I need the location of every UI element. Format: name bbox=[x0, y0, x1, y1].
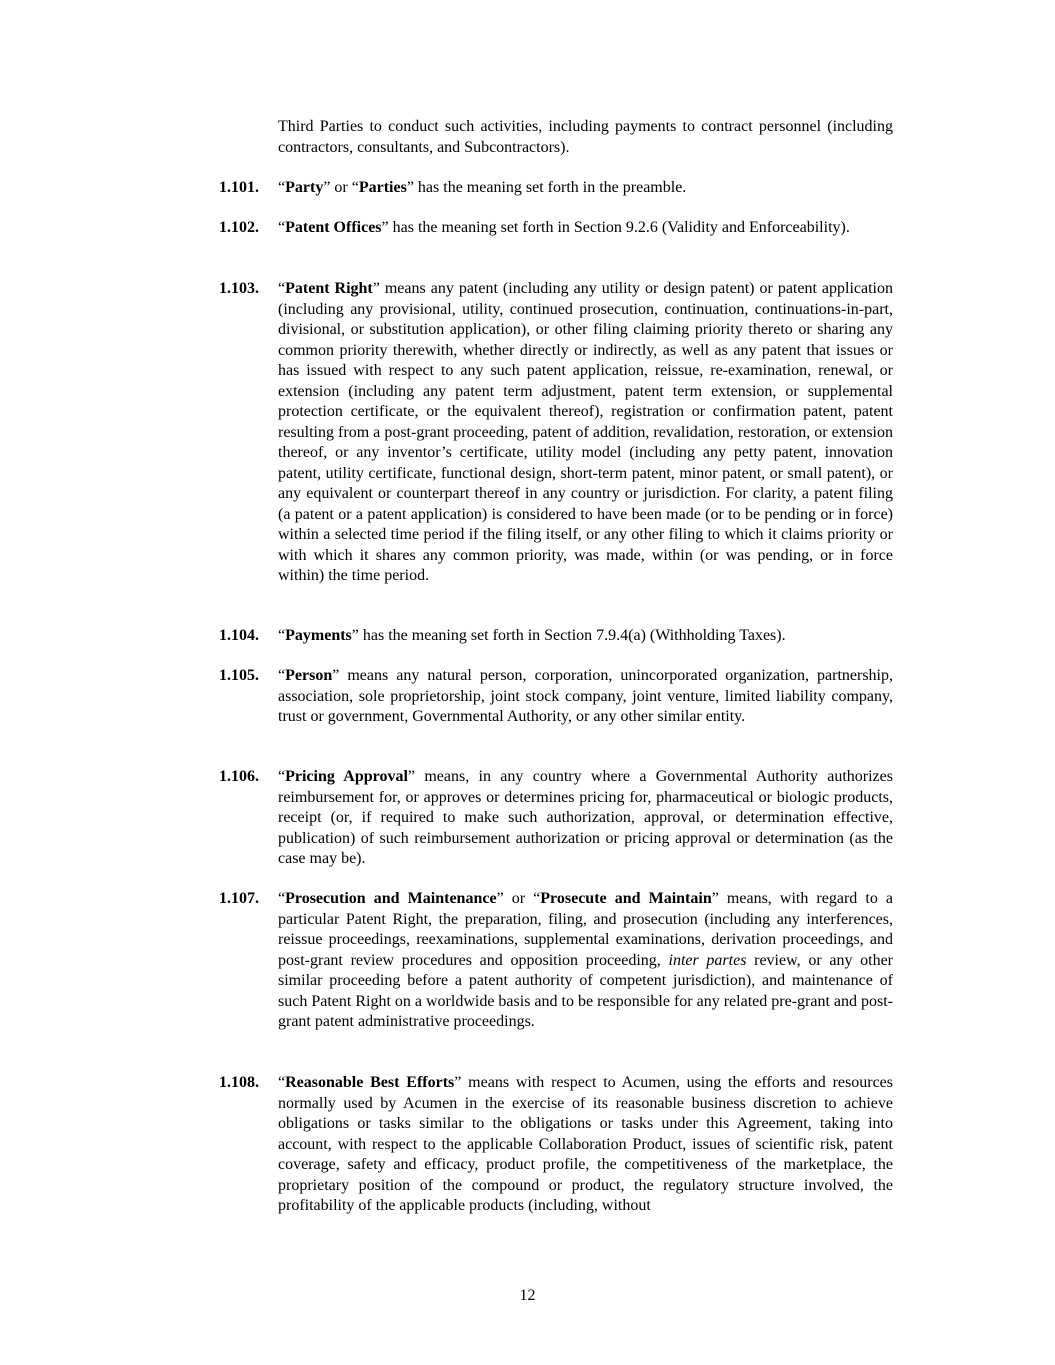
section-number: 1.102. bbox=[219, 219, 259, 236]
defined-term: Pricing Approval bbox=[285, 768, 408, 785]
definition-payments: “Payments” has the meaning set forth in Section 7.9.4(a) (Withholding Taxes). bbox=[278, 627, 786, 644]
definition-patent-offices: “Patent Offices” has the meaning set forth in Section 9.2.6 (Validity and Enforceability). bbox=[278, 219, 850, 236]
definition-reasonable-best-efforts: “Reasonable Best Efforts” means with respect to Acumen, using the efforts and resources normally used by Acumen in the exercise of its reasonable business discretion to achieve obligations or tasks similar to the obligations or tasks under this Agreement, taking into account, with respect to the applicable Collaboration Product, issues of scientific risk, patent coverage, safety and efficacy, product profile, the competitiveness of the marketplace, the proprietary position of the compound or product, the regulatory structure involved, the profitability of the applicable products (including, without bbox=[278, 1074, 893, 1214]
definition-patent-right: “Patent Right” means any patent (including any utility or design patent) or patent application (including any provisional, utility, continued prosecution, continuation, continuations-in-part, divisional, or substitution application), or other filing claiming priority thereto or sharing any common priority therewith, whether directly or indirectly, as well as any patent that issues or has issued with respect to any such patent application, reissue, re-examination, renewal, or extension (including any patent term adjustment, patent term extension, or supplemental protection certificate, or the equivalent thereof), registration or confirmation patent, patent resulting from a post-grant proceeding, patent of addition, revalidation, restoration, or extension thereof, or any inventor’s certificate, utility model (including any petty patent, innovation patent, utility certificate, functional design, short-term patent, minor patent, or small patent), or any equivalent or counterpart thereof in any country or jurisdiction. For clarity, a patent filing (a patent or a patent application) is considered to have been made (or to be pending or in force) within a selected time period if the filing itself, or any other filing to which it claims priority or with which it shares any common priority, was made, within (or was pending, or in force within) the time period. bbox=[278, 280, 894, 584]
definition-pricing-approval: “Pricing Approval” means, in any country where a Governmental Authority authorizes reimbursement for, or approves or determines pricing for, pharmaceutical or biologic products, receipt (or, if required to make such authorization, approval, or determination effective, publication) of such reimbursement authorization or pricing approval or determination (as the case may be). bbox=[278, 768, 893, 867]
section-number: 1.104. bbox=[219, 627, 259, 644]
defined-term: Prosecution and Maintenance bbox=[285, 890, 497, 907]
defined-term: Person bbox=[285, 667, 333, 684]
defined-term: Patent Right bbox=[285, 280, 373, 297]
defined-term: Parties bbox=[358, 179, 407, 196]
section-number: 1.105. bbox=[219, 667, 259, 684]
section-number: 1.108. bbox=[219, 1074, 259, 1091]
definition-person: “Person” means any natural person, corporation, unincorporated organization, partnership, association, sole proprietorship, joint stock company, joint venture, limited liability company, trust or government, Governmental Authority, or any other similar entity. bbox=[278, 667, 893, 725]
definition-prosecution-and-maintenance: “Prosecution and Maintenance” or “Prosecute and Maintain” means, with regard to a particular Patent Right, the preparation, filing, and prosecution (including any interferences, reissue proceedings, reexaminations, supplemental examinations, derivation proceedings, and post-grant review procedures and opposition proceeding, inter partes review, or any other similar proceeding before a patent authority of competent jurisdiction), and maintenance of such Patent Right on a worldwide basis and to be responsible for any related pre-grant and post-grant patent administrative proceedings. bbox=[278, 890, 894, 1030]
defined-term: Party bbox=[285, 179, 324, 196]
italic-term: inter partes bbox=[668, 951, 747, 969]
section-number: 1.107. bbox=[219, 890, 259, 907]
definition-party: “Party” or “Parties” has the meaning set forth in the preamble. bbox=[278, 179, 687, 196]
defined-term: Payments bbox=[285, 627, 352, 644]
section-number: 1.103. bbox=[219, 280, 259, 297]
section-number: 1.101. bbox=[219, 179, 259, 196]
page-number: 12 bbox=[519, 1287, 536, 1304]
section-number: 1.106. bbox=[219, 768, 259, 785]
continuation-paragraph: Third Parties to conduct such activities, including payments to contract personnel (including contractors, consultants, and Subcontractors). bbox=[278, 118, 893, 156]
defined-term: Patent Offices bbox=[285, 219, 382, 236]
defined-term: Reasonable Best Efforts bbox=[285, 1074, 455, 1091]
defined-term: Prosecute and Maintain bbox=[540, 890, 712, 907]
